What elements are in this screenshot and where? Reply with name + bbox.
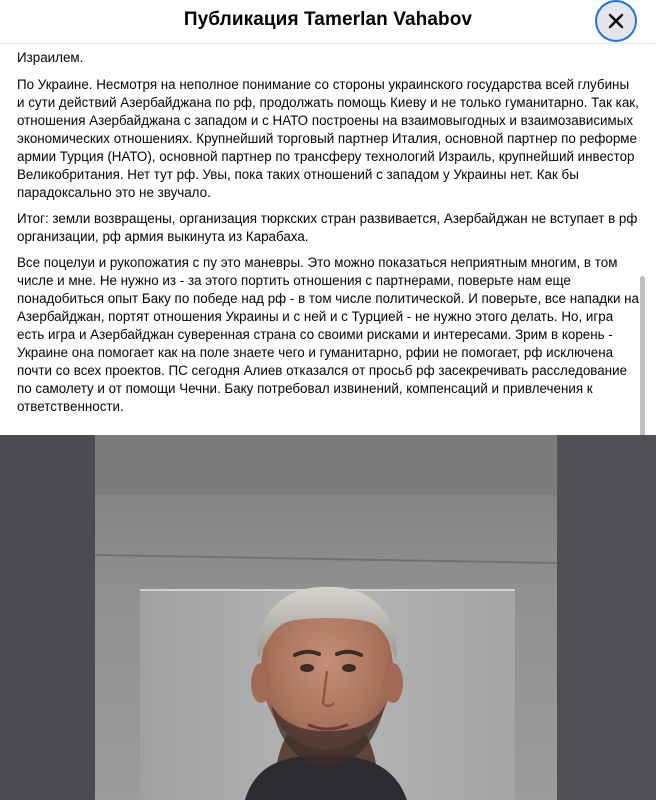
- media-side-panel: [557, 435, 656, 800]
- post-photo[interactable]: [95, 435, 557, 800]
- post-paragraph: Итог: земли возвращены, организация тюркских стран развивается, Азербайджан не вступает в рф организации, рф армия выкинута из Карабаха.: [17, 211, 638, 244]
- dialog-title: Публикация Tamerlan Vahabov: [183, 9, 473, 30]
- post-paragraph: По Украине. Несмотря на неполное понимание со стороны украинского государства всей глубины и сути действий Азербайджана по рф, продолжать помощь Киеву и не только гуманитарно. Так как, отношения Азербайджана с западом и с НАТО построены на взаимовыгодных и взаимозависимых экономических отношениях. Крупнейший торговый партнер Италия, основной партнер по реформе армии Турция (НАТО), основной партнер по трансферу технологий Израиль, крупнейший инвестор Великобритания. Нет тут рф. Увы, пока таких отношений с западом у Украины нет. Как бы парадоксально это не звучало.: [17, 77, 639, 200]
- post-paragraph: Израилем.: [17, 50, 84, 65]
- scrollbar-thumb[interactable]: [640, 276, 645, 435]
- photo-illustration: [95, 435, 557, 800]
- post-paragraph: Все поцелуи и рукопожатия с пу это маневры. Это можно показаться неприятным многим, в том числе и мне. Не нужно из - за этого портить отношения с партнерами, поверьте нам еще понадобиться опыт Баку по победе над рф - в том числе политической. И поверьте, все нападки на Азербайджан, портят отношения Украины и с ней и с Турцией - не нужно этого делать. Но, игра есть игра и Азербайджан суверенная страна со своими рисками и интересами. Зрим в корень - Украине она помогает как на поле знаете чего и гуманитарно, рфии не помогает, рф исключена почти со всех проектов. ПС сегодня Алиев отказался от просьб рф засекречивать расследование по самолету и от помощи Чечни. Баку потребовал извинений, компенсаций и привлечения к ответственности.: [17, 255, 639, 414]
- post-text: [17, 49, 639, 424]
- dialog-header: [0, 0, 656, 44]
- close-button[interactable]: [597, 2, 635, 40]
- close-icon: [608, 13, 624, 29]
- post-media[interactable]: [0, 435, 656, 800]
- post-text-area: [0, 44, 656, 435]
